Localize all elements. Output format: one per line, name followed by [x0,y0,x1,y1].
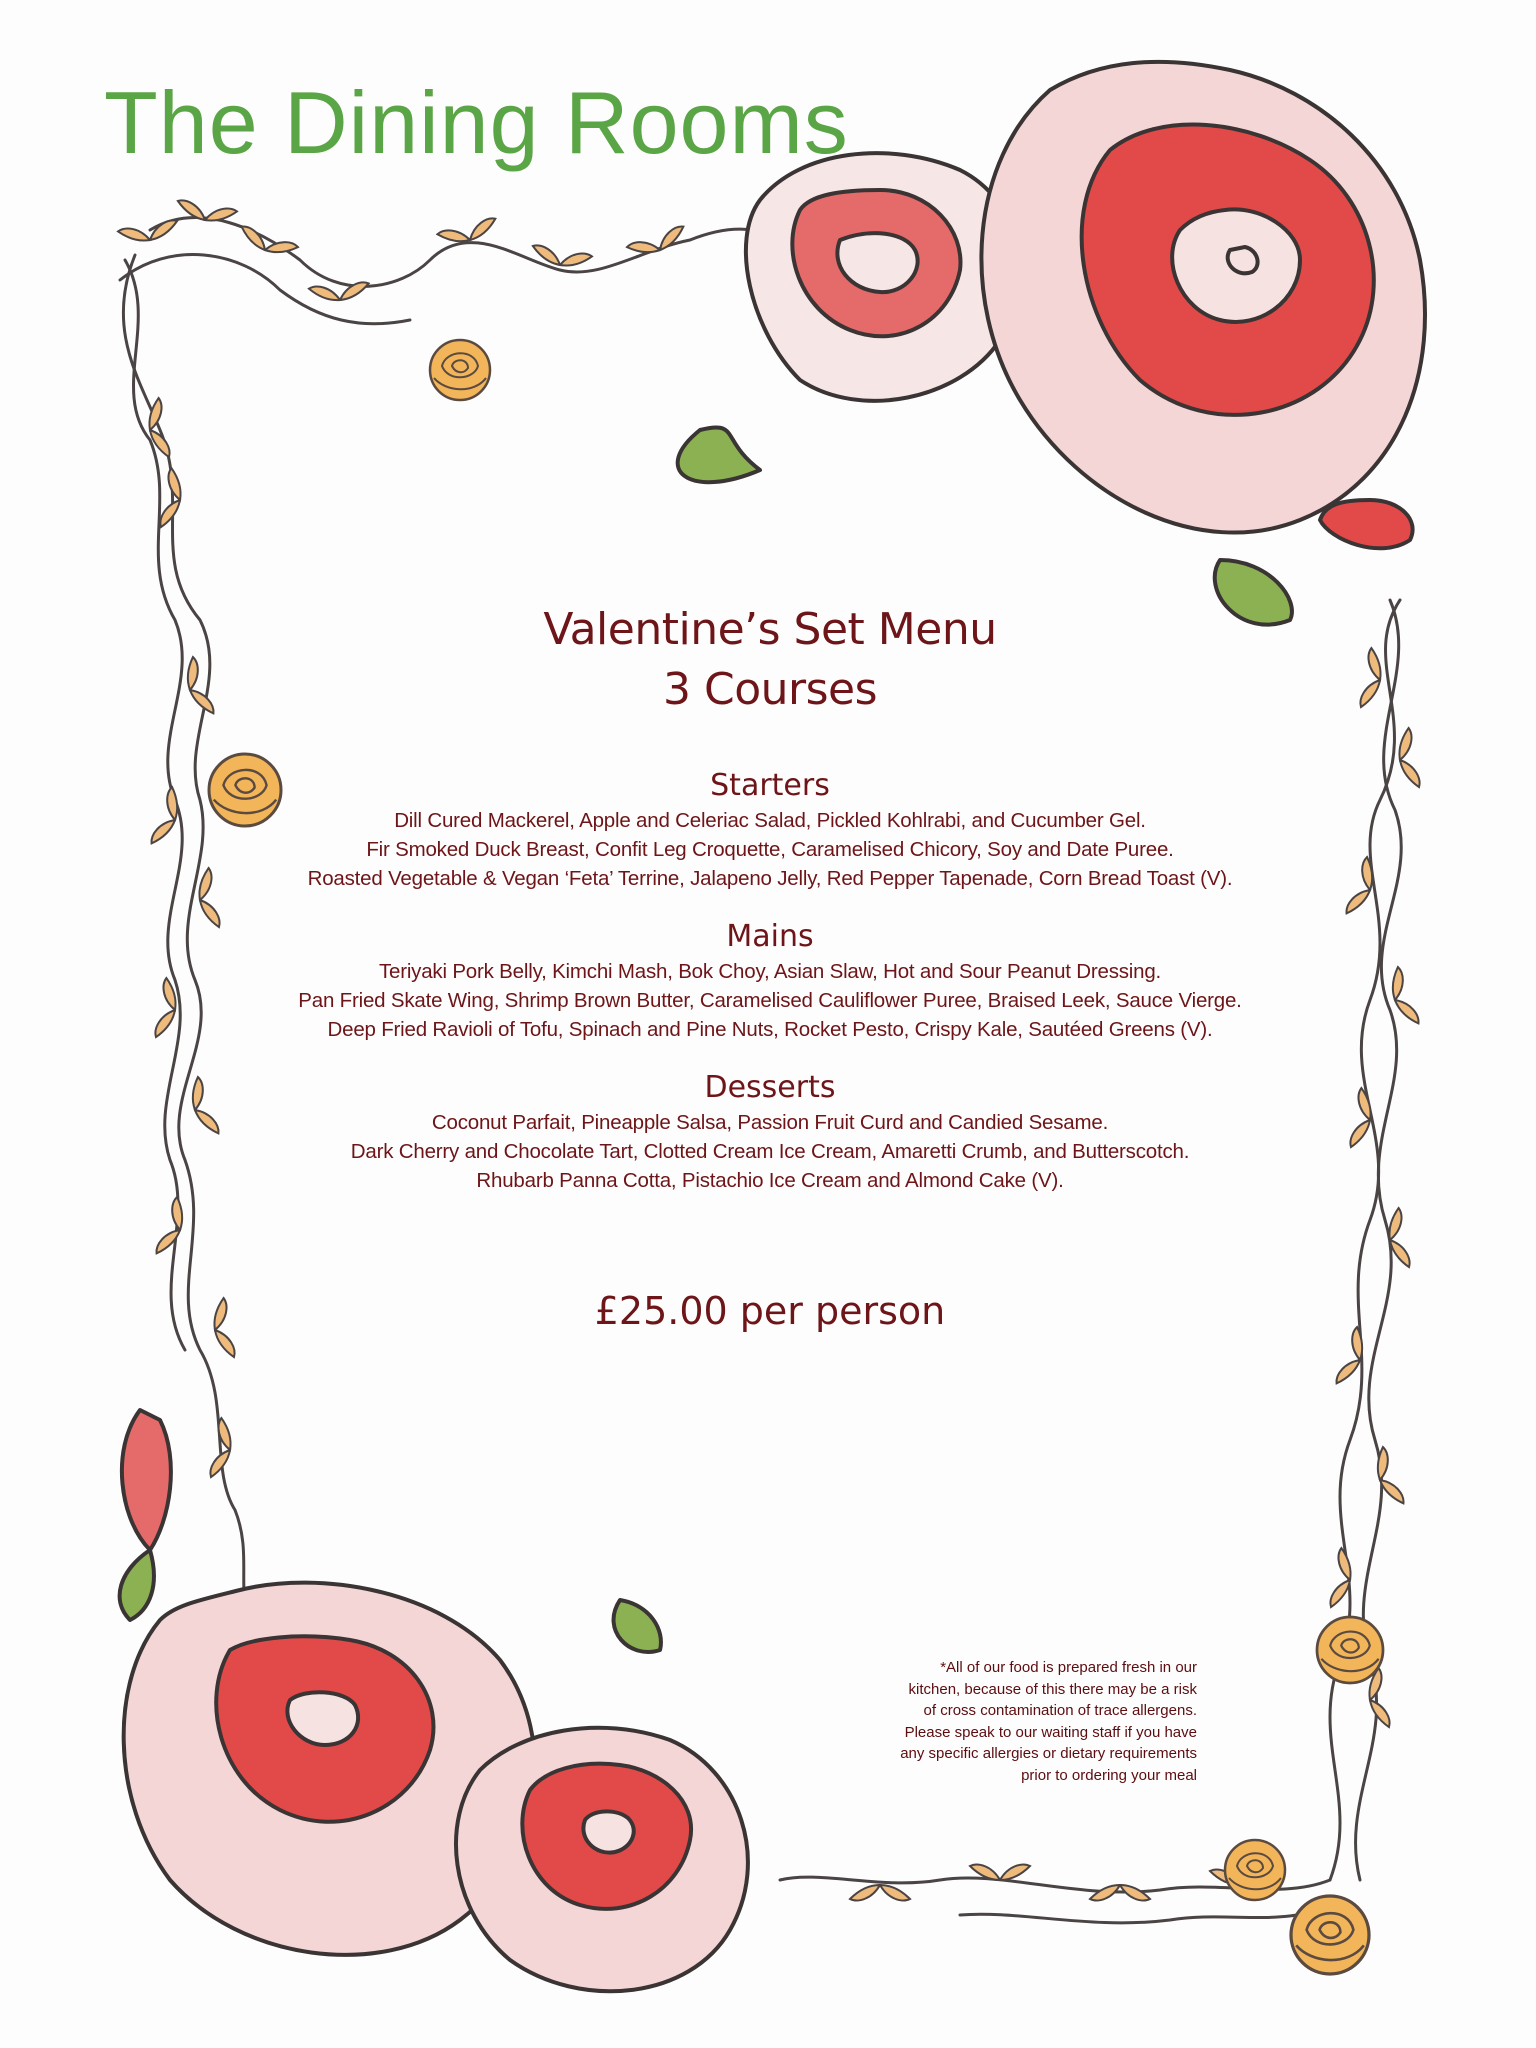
allergy-note-line: Please speak to our waiting staff if you have [904,1723,1197,1741]
yellow-rose-icon [1225,1840,1285,1900]
allergy-note [800,1657,1197,1786]
dish-item: Deep Fried Ravioli of Tofu, Spinach and Pine Nuts, Rocket Pesto, Crispy Kale, Sautéed Greens (V). [327,1018,1213,1041]
dish-item: Dark Cherry and Chocolate Tart, Clotted Cream Ice Cream, Amaretti Crumb, and Butterscotch. [350,1140,1190,1163]
menu-body [230,600,1310,1335]
section-mains [230,919,1310,1044]
allergy-note-line: prior to ordering your meal [1021,1766,1197,1784]
dish-item: Roasted Vegetable & Vegan ‘Feta’ Terrine, Jalapeno Jelly, Red Pepper Tapenade, Corn Bread Toast (V). [307,867,1233,890]
allergy-note-line: any specific allergies or dietary requirements [900,1745,1197,1762]
dish-item: Fir Smoked Duck Breast, Confit Leg Croquette, Caramelised Chicory, Soy and Date Puree. [366,838,1174,861]
section-title: Starters [710,768,830,803]
dish-item: Rhubarb Panna Cotta, Pistachio Ice Cream and Almond Cake (V). [476,1169,1064,1192]
yellow-rose-icon [430,340,490,400]
allergy-note-line: *All of our food is prepared fresh in our [940,1659,1197,1676]
dish-item: Coconut Parfait, Pineapple Salsa, Passion Fruit Curd and Candied Sesame. [431,1111,1109,1134]
dish-item: Dill Cured Mackerel, Apple and Celeriac Salad, Pickled Kohlrabi, and Cucumber Gel. [394,809,1146,832]
dish-item: Teriyaki Pork Belly, Kimchi Mash, Bok Choy, Asian Slaw, Hot and Sour Peanut Dressing. [378,960,1162,983]
allergy-note-line: of cross contamination of trace allergens. [923,1702,1197,1719]
menu-title: Valentine’s Set Menu [543,604,997,655]
section-starters [230,768,1310,893]
brand-logo-text: The Dining Rooms [104,73,849,172]
section-title: Mains [726,919,814,954]
allergy-note-line: kitchen, because of this there may be a risk [908,1680,1197,1698]
section-desserts [230,1070,1310,1195]
yellow-rose-icon [1317,1617,1383,1683]
large-red-rose-icon [120,1410,748,1991]
yellow-rose-icon [1291,1896,1369,1974]
menu-subtitle: 3 Courses [662,664,878,715]
section-title: Desserts [704,1070,836,1105]
dish-item: Pan Fried Skate Wing, Shrimp Brown Butter, Caramelised Cauliflower Puree, Braised Leek, Sauce Vierge. [298,989,1242,1012]
price-per-person: £25.00 per person [594,1289,946,1333]
